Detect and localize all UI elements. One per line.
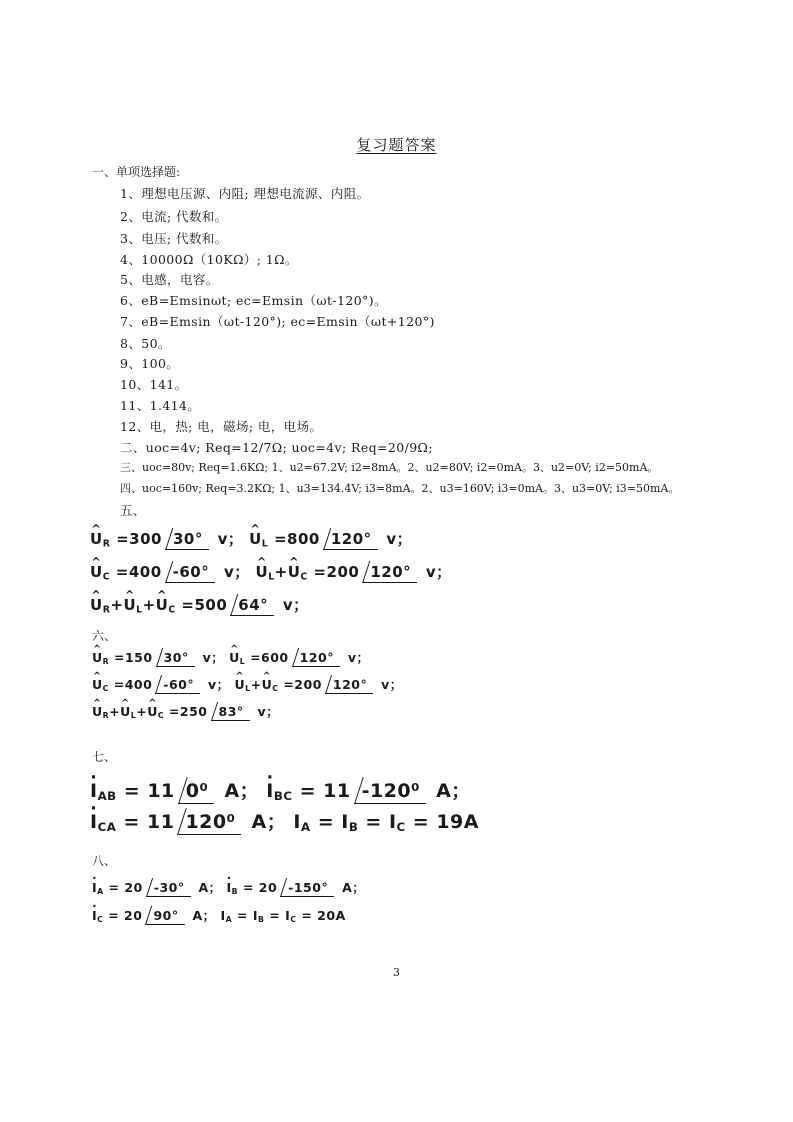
phasor-var: ^ U: [120, 704, 131, 719]
angle: -30°: [146, 880, 191, 897]
page-number: 3: [393, 966, 400, 979]
angle: 120⁰: [177, 811, 241, 835]
phasor-sub: C: [300, 571, 308, 583]
answer-line: 4、10000Ω（10KΩ）; 1Ω。: [120, 252, 298, 267]
phasor-sub: L: [268, 571, 275, 583]
unit: A；: [224, 780, 260, 802]
plus: +: [110, 596, 124, 614]
phasor-sub: L: [261, 538, 269, 550]
answer-line: 二、uoc=4v; Req=12/7Ω; uoc=4v; Req=20/9Ω;: [120, 440, 433, 455]
magnitude: =300: [116, 530, 162, 548]
equation-line: [90, 528, 412, 550]
phasor-sub: L: [130, 710, 137, 720]
phasor-var: · I: [90, 780, 98, 802]
magnitude: = 11: [123, 780, 175, 802]
section-heading-7: 七、: [92, 750, 117, 764]
phasor-sub: BC: [273, 788, 293, 803]
equation-line: [90, 807, 479, 835]
plus: +: [274, 563, 288, 581]
answer-line: 7、eB=Emsin（ωt-120°); ec=Emsin（ωt+120°): [120, 314, 435, 329]
answer-line: 2、电流; 代数和。: [120, 209, 228, 224]
unit: v；: [217, 530, 244, 548]
answer-line: 5、电感，电容。: [120, 272, 219, 287]
answer-line: 8、50。: [120, 336, 171, 351]
phasor-var: · I: [90, 811, 98, 833]
angle: 30°: [156, 650, 195, 667]
phasor-var: · I: [92, 908, 97, 923]
current-symbol: I: [293, 811, 301, 833]
current-value: = 20A: [301, 908, 346, 923]
angle: 120°: [362, 563, 417, 583]
unit: A；: [192, 908, 216, 923]
magnitude: =500: [181, 596, 228, 614]
answer-line: 1、理想电压源、内阻; 理想电流源、内阻。: [120, 186, 370, 201]
magnitude: =400: [113, 677, 153, 692]
current-symbol: = I: [317, 811, 349, 833]
phasor-sub: C: [97, 914, 104, 924]
page-title-text: 复习题答案: [356, 136, 437, 154]
phasor-sub: C: [157, 710, 165, 720]
answer-line: 11、1.414。: [120, 398, 201, 413]
phasor-sub: R: [102, 710, 110, 720]
angle: 83°: [211, 704, 250, 721]
phasor-sub: AB: [97, 788, 117, 803]
current-symbol: I: [220, 908, 226, 923]
current-sub: A: [300, 819, 311, 834]
phasor-sub: C: [102, 571, 111, 583]
unit: v；: [386, 530, 413, 548]
answer-line: 9、100。: [120, 356, 180, 371]
phasor-sub: CA: [97, 819, 117, 834]
unit: v；: [347, 650, 370, 665]
equation-line: [92, 702, 279, 721]
magnitude: = 11: [123, 811, 175, 833]
magnitude: =250: [168, 704, 208, 719]
answer-line: 3、电压; 代数和。: [120, 231, 228, 246]
equation-line: [92, 906, 346, 925]
angle: 120°: [323, 530, 378, 550]
magnitude: =150: [113, 650, 153, 665]
phasor-var: ^ U: [90, 530, 103, 548]
plus: +: [109, 704, 121, 719]
equation-line: [92, 878, 365, 897]
phasor-sub: L: [136, 604, 143, 616]
magnitude: =600: [250, 650, 289, 665]
angle: -60°: [155, 677, 200, 694]
current-sub: B: [258, 914, 265, 924]
answer-line: 四、uoc=160v; Req=3.2KΩ; 1、u3=134.4V; i3=8mA。2、u3=160V; i3=0mA。3、u3=0V; i3=50mA。: [120, 482, 680, 495]
answer-line: 10、141。: [120, 377, 188, 392]
section-heading-8: 八、: [92, 854, 117, 868]
section-heading-1: 一、单项选择题:: [92, 165, 181, 179]
current-value: = 19A: [412, 811, 479, 833]
angle: 64°: [230, 596, 274, 616]
unit: A；: [251, 811, 287, 833]
angle: 90°: [145, 908, 184, 925]
current-sub: B: [348, 819, 359, 834]
unit: v；: [425, 563, 452, 581]
equation-line: [92, 675, 403, 694]
phasor-sub: R: [102, 656, 110, 666]
plus: +: [142, 596, 156, 614]
current-sub: C: [290, 914, 297, 924]
current-symbol: = I: [269, 908, 291, 923]
equation-line: [90, 594, 309, 616]
equation-line: [90, 776, 471, 804]
section-heading-6: 六、: [92, 629, 117, 643]
magnitude: = 11: [299, 780, 351, 802]
phasor-var: ^ U: [92, 650, 103, 665]
phasor-sub: C: [102, 683, 109, 693]
unit: v；: [257, 704, 280, 719]
phasor-var: ^ U: [147, 704, 158, 719]
answer-line: 6、eB=Emsinωt; ec=Emsin（ωt-120°)。: [120, 293, 387, 308]
magnitude: =200: [283, 677, 322, 692]
phasor-sub: L: [239, 656, 246, 666]
phasor-var: ^ U: [235, 677, 246, 692]
equation-line: [90, 561, 452, 583]
phasor-var: ^ U: [262, 677, 273, 692]
unit: A；: [342, 880, 366, 895]
angle: -120⁰: [354, 780, 426, 804]
angle: -60°: [165, 563, 216, 583]
unit: v；: [223, 563, 250, 581]
answer-line: 12、电，热; 电，磁场; 电，电场。: [120, 419, 323, 434]
magnitude: =400: [115, 563, 162, 581]
phasor-var: ^ U: [123, 596, 136, 614]
unit: A；: [198, 880, 222, 895]
angle: -150°: [280, 880, 334, 897]
answer-line: 五、: [120, 503, 146, 518]
phasor-sub: R: [102, 604, 111, 616]
phasor-var: · I: [266, 780, 274, 802]
answer-line: 三、uoc=80v; Req=1.6KΩ; 1、u2=67.2V; i2=8mA。2、u2=80V; i2=0mA。3、u2=0V; i2=50mA。: [120, 461, 659, 474]
phasor-sub: R: [102, 538, 111, 550]
page-title: [0, 134, 793, 155]
phasor-var: ^ U: [288, 563, 301, 581]
angle: 30°: [165, 530, 209, 550]
plus: +: [250, 677, 262, 692]
phasor-var: ^ U: [90, 596, 103, 614]
phasor-var: · I: [92, 880, 97, 895]
angle: 120°: [292, 650, 340, 667]
plus: +: [136, 704, 148, 719]
magnitude: = 20: [242, 880, 278, 895]
current-symbol: = I: [237, 908, 259, 923]
unit: v；: [202, 650, 225, 665]
phasor-var: ^ U: [90, 563, 103, 581]
magnitude: =200: [313, 563, 360, 581]
angle: 120°: [325, 677, 373, 694]
phasor-var: ^ U: [256, 563, 269, 581]
current-symbol: = I: [365, 811, 397, 833]
phasor-var: · I: [227, 880, 232, 895]
phasor-var: ^ U: [249, 530, 262, 548]
phasor-var: ^ U: [156, 596, 169, 614]
phasor-sub: L: [245, 683, 251, 693]
magnitude: =800: [273, 530, 320, 548]
phasor-var: ^ U: [92, 677, 103, 692]
equation-line: [92, 648, 370, 667]
magnitude: = 20: [108, 908, 143, 923]
phasor-var: ^ U: [229, 650, 240, 665]
current-sub: C: [396, 819, 406, 834]
unit: A；: [436, 780, 471, 802]
unit: v；: [381, 677, 403, 692]
current-sub: A: [225, 914, 233, 924]
phasor-sub: A: [97, 886, 104, 896]
phasor-sub: B: [231, 886, 239, 896]
phasor-sub: C: [168, 604, 176, 616]
angle: 0⁰: [178, 780, 215, 804]
unit: v；: [208, 677, 230, 692]
phasor-sub: C: [272, 683, 279, 693]
unit: v；: [282, 596, 309, 614]
phasor-var: ^ U: [92, 704, 103, 719]
magnitude: = 20: [108, 880, 143, 895]
